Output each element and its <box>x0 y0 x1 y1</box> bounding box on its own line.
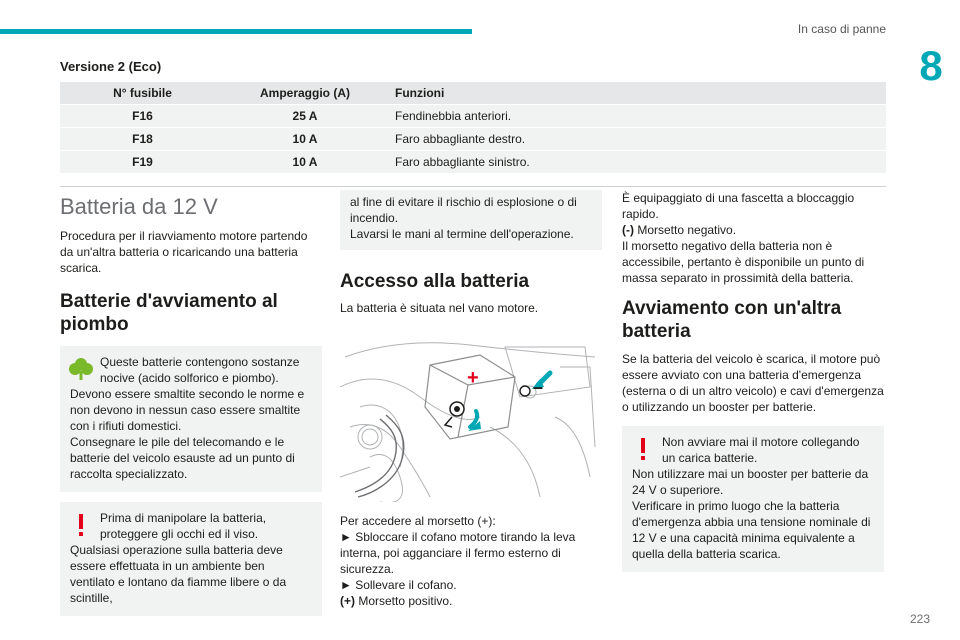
col-header-functions: Funzioni <box>385 82 886 104</box>
jump-start-body: Se la batteria del veicolo è scarica, il motore può essere avviato con una batteria d'emergenza (esterna o di un altro veicolo) e cavi d'emergenza o utilizzando un booster per batterie. <box>622 352 884 414</box>
engine-bay-drawing <box>340 327 602 502</box>
positive-text: Morsetto positivo. <box>355 594 453 608</box>
warning-line: al fine di evitare il rischio di esplosione o di incendio. <box>350 195 577 225</box>
environment-line: Devono essere smaltite secondo le norme e non devono in nessun caso essere smaltite con i rifiuti domestici. <box>70 387 305 433</box>
jump-start-subtitle: Avviamento con un'altra batteria <box>622 298 842 342</box>
negative-key: (-) <box>622 223 634 237</box>
positive-key: (+) <box>340 594 355 608</box>
page-number: 223 <box>909 612 930 626</box>
environment-first: Queste batterie contengono sostanze nocive (acido solforico e piombo). <box>100 355 300 385</box>
fuse-cell: F19 <box>60 150 225 173</box>
table-row <box>60 127 886 150</box>
col-header-amperage: Amperaggio (A) <box>225 82 385 104</box>
environment-box <box>60 346 322 492</box>
battery-illustration <box>340 327 602 502</box>
column-middle <box>340 190 602 609</box>
warning-line: Lavarsi le mani al termine dell'operazione. <box>350 227 574 241</box>
step-open-hood: ► Sbloccare il cofano motore tirando la leva interna, poi agganciare il fermo esterno di sicurezza. <box>340 530 576 576</box>
section-divider <box>60 186 886 187</box>
fuse-cell: F16 <box>60 104 225 127</box>
amperage-cell: 25 A <box>225 104 385 127</box>
minus-label: – <box>533 377 544 397</box>
negative-terminal <box>622 222 884 238</box>
function-cell: Fendinebbia anteriori. <box>385 104 886 127</box>
battery-title: Batteria da 12 V <box>60 194 218 219</box>
warning-line: Verificare in primo luogo che la batteria d'emergenza abbia una tensione nominale di 12 V e una capacità minima equivalente a quella della batteria scarica. <box>632 499 871 561</box>
environment-line: Consegnare le pile del telecomando e le batterie del veicolo esauste ad un punto di raccolta specializzato. <box>70 435 295 481</box>
warning-line: Non utilizzare mai un booster per batterie da 24 V o superiore. <box>632 467 869 497</box>
warning-box <box>60 502 322 616</box>
section-title: In caso di panne <box>797 22 886 36</box>
amperage-cell: 10 A <box>225 127 385 150</box>
step-lift-hood: ► Sollevare il cofano. <box>340 578 457 592</box>
negative-text: Morsetto negativo. <box>634 223 737 237</box>
warning-line: Qualsiasi operazione sulla batteria deve essere effettuata in un ambiente ben ventilato e lontano da fiamme libere o da scintille, <box>70 543 287 605</box>
table-header-row <box>60 82 886 104</box>
battery-intro: Procedura per il riavviamento motore partendo da un'altra batteria o ricaricando una batteria scarica. <box>60 229 308 275</box>
col-header-fuse: N° fusibile <box>60 82 225 104</box>
battery-location: La batteria è situata nel vano motore. <box>340 301 539 315</box>
fuse-cell: F18 <box>60 127 225 150</box>
tree-icon <box>68 356 94 382</box>
version-title: Versione 2 (Eco) <box>60 59 162 74</box>
positive-terminal <box>340 593 602 609</box>
column-right <box>622 190 884 572</box>
clamp-intro: È equipaggiato di una fascetta a bloccaggio rapido. <box>622 191 855 221</box>
header-accent-bar <box>0 29 472 34</box>
warning-icon <box>630 436 656 462</box>
warning-icon <box>68 512 94 538</box>
warning-first: Non avviare mai il motore collegando un carica batterie. <box>662 435 860 465</box>
function-cell: Faro abbagliante destro. <box>385 127 886 150</box>
fuse-table <box>60 82 886 174</box>
battery-access-subtitle: Accesso alla batteria <box>340 271 530 292</box>
negative-note: Il morsetto negativo della batteria non è accessibile, pertanto è disponibile un punto di massa separato in prossimità della batteria. <box>622 239 865 285</box>
column-left <box>60 190 322 616</box>
step-intro: Per accedere al morsetto (+): <box>340 514 496 528</box>
chapter-tab <box>902 40 960 98</box>
lead-battery-subtitle: Batterie d'avviamento al piombo <box>60 291 278 335</box>
plus-label: + <box>467 367 479 389</box>
amperage-cell: 10 A <box>225 150 385 173</box>
table-row <box>60 150 886 173</box>
warning-first: Prima di manipolare la batteria, proteggere gli occhi ed il viso. <box>100 511 267 541</box>
function-cell: Faro abbagliante sinistro. <box>385 150 886 173</box>
chapter-number: 8 <box>919 42 943 89</box>
warning-box-continued <box>340 190 602 250</box>
warning-box <box>622 426 884 572</box>
table-row <box>60 104 886 127</box>
